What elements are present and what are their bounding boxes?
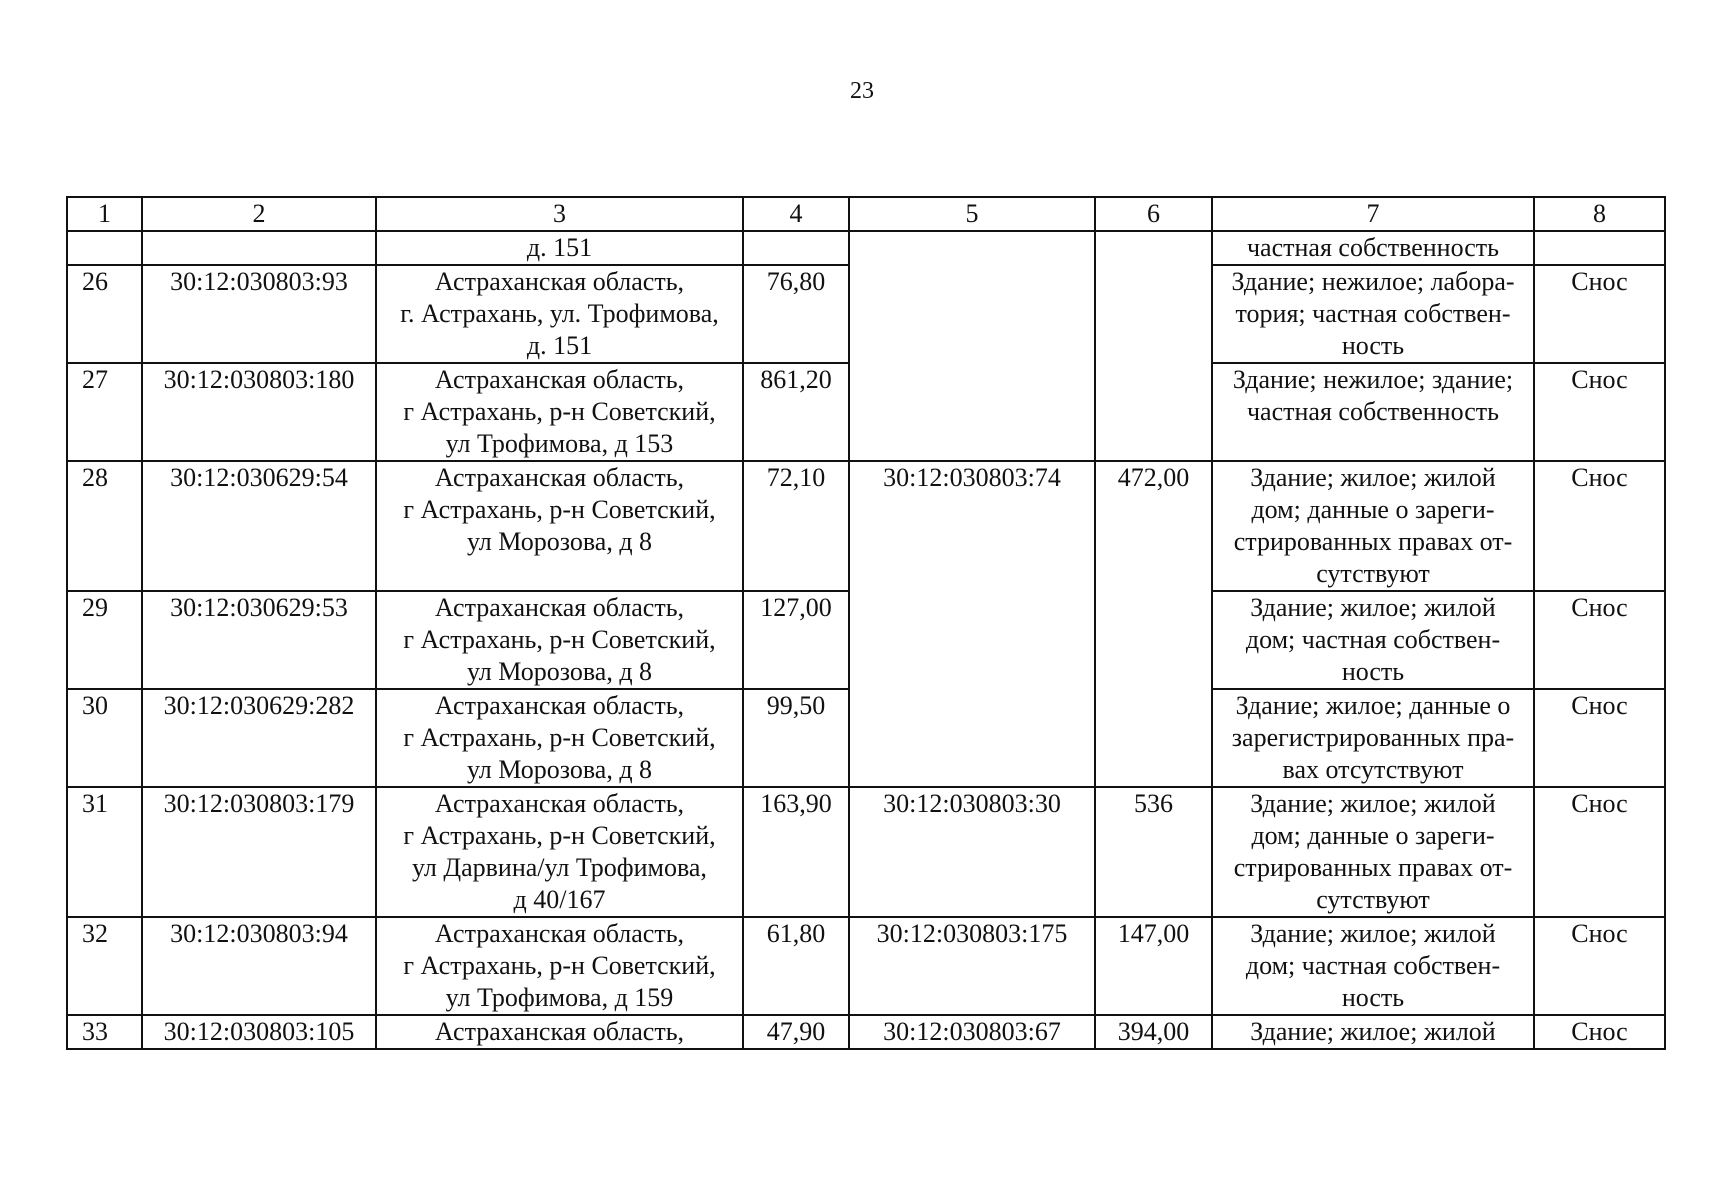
table-header	[67, 197, 1665, 231]
cell-address	[376, 363, 743, 461]
address-line: г. Астрахань, ул. Трофимова,	[400, 299, 719, 328]
cell-area: 72,10	[743, 461, 849, 591]
description-line: зарегистрированных пра-	[1231, 723, 1515, 752]
address-line: г Астрахань, р-н Советский,	[403, 495, 716, 524]
column-header: 5	[849, 197, 1095, 231]
description-line: Здание; жилое; данные о	[1235, 691, 1511, 720]
cell-action: Снос	[1534, 591, 1665, 689]
column-header: 6	[1095, 197, 1212, 231]
cell-action: Снос	[1534, 461, 1665, 591]
description-line: сутствуют	[1316, 559, 1430, 588]
page-number: 23	[850, 78, 874, 104]
cell-land-area: 472,00	[1095, 461, 1212, 787]
cell-land-area: 147,00	[1095, 917, 1212, 1015]
cell-description	[1212, 787, 1534, 917]
cell-area: 47,90	[743, 1015, 849, 1049]
cell-address	[376, 591, 743, 689]
address-line: Астраханская область,	[434, 463, 685, 492]
cell-number: 33	[67, 1015, 142, 1049]
cell-cadastral: 30:12:030803:180	[142, 363, 376, 461]
cell-cadastral: 30:12:030803:179	[142, 787, 376, 917]
cell-description	[1212, 461, 1534, 591]
cell-number: 26	[67, 265, 142, 363]
cell-action: Снос	[1534, 917, 1665, 1015]
address-line: ул Дарвина/ул Трофимова,	[412, 853, 707, 882]
cell-description	[1212, 265, 1534, 363]
cell-description: частная собственность	[1212, 231, 1534, 265]
description-line: дом; данные о зареги-	[1251, 821, 1495, 850]
cell-action: Снос	[1534, 363, 1665, 461]
property-table	[66, 196, 1666, 1050]
description-line: Здание; жилое; жилой	[1250, 463, 1496, 492]
column-header: 8	[1534, 197, 1665, 231]
table-row	[67, 1015, 1665, 1049]
cell-description	[1212, 363, 1534, 461]
address-line: ул Трофимова, д 159	[445, 983, 674, 1012]
description-line: ность	[1341, 657, 1405, 686]
column-header: 2	[142, 197, 376, 231]
address-line: д. 151	[526, 331, 593, 360]
cell-number: 32	[67, 917, 142, 1015]
cell-area: 127,00	[743, 591, 849, 689]
cell-cadastral: 30:12:030803:105	[142, 1015, 376, 1049]
address-line: ул Морозова, д 8	[466, 657, 653, 686]
cell-cadastral: 30:12:030629:282	[142, 689, 376, 787]
cell-area: 861,20	[743, 363, 849, 461]
column-header: 7	[1212, 197, 1534, 231]
description-line: Здание; жилое; жилой	[1250, 1017, 1496, 1046]
cell-address	[376, 689, 743, 787]
cell-action: Снос	[1534, 689, 1665, 787]
address-line: Астраханская область,	[434, 789, 685, 818]
cell-land-area: 394,00	[1095, 1015, 1212, 1049]
description-line: сутствуют	[1316, 885, 1430, 914]
table-row	[67, 787, 1665, 917]
address-line: г Астрахань, р-н Советский,	[403, 625, 716, 654]
cell-cadastral: 30:12:030803:94	[142, 917, 376, 1015]
cell-area: 99,50	[743, 689, 849, 787]
cell-land-cadastral: 30:12:030803:67	[849, 1015, 1095, 1049]
cell-land-cadastral: 30:12:030803:74	[849, 461, 1095, 787]
cell-land-cadastral	[849, 231, 1095, 461]
cell-action: Снос	[1534, 787, 1665, 917]
description-line: дом; данные о зареги-	[1251, 495, 1495, 524]
column-header: 1	[67, 197, 142, 231]
cell-number: 31	[67, 787, 142, 917]
description-line: Здание; нежилое; здание;	[1232, 365, 1514, 394]
cell-action: Снос	[1534, 265, 1665, 363]
address-line: г Астрахань, р-н Советский,	[403, 951, 716, 980]
cell-address	[376, 787, 743, 917]
description-line: стрированных правах от-	[1233, 853, 1513, 882]
cell-description	[1212, 591, 1534, 689]
table-row	[67, 917, 1665, 1015]
cell-address: д. 151	[376, 231, 743, 265]
address-line: ул Трофимова, д 153	[445, 429, 674, 458]
address-line: г Астрахань, р-н Советский,	[403, 821, 716, 850]
description-line: Здание; жилое; жилой	[1250, 593, 1496, 622]
address-line: ул Морозова, д 8	[466, 755, 653, 784]
address-line: Астраханская область,	[434, 365, 685, 394]
cell-description	[1212, 1015, 1534, 1049]
cell-action: Снос	[1534, 1015, 1665, 1049]
cell-number: 30	[67, 689, 142, 787]
cell-address	[376, 917, 743, 1015]
address-line: д 40/167	[513, 885, 606, 914]
cell-land-cadastral: 30:12:030803:30	[849, 787, 1095, 917]
cell-area: 61,80	[743, 917, 849, 1015]
cell-action	[1534, 231, 1665, 265]
address-line: Астраханская область,	[434, 267, 685, 296]
description-line: ность	[1341, 983, 1405, 1012]
description-line: Здание; нежилое; лабора-	[1231, 267, 1515, 296]
cell-cadastral: 30:12:030803:93	[142, 265, 376, 363]
address-line: Астраханская область,	[434, 691, 685, 720]
cell-address	[376, 265, 743, 363]
table-row	[67, 461, 1665, 591]
description-line: дом; частная собствен-	[1245, 625, 1501, 654]
cell-description	[1212, 689, 1534, 787]
table-row-continuation	[67, 231, 1665, 265]
cell-cadastral	[142, 231, 376, 265]
description-line: Здание; жилое; жилой	[1250, 789, 1496, 818]
address-line: Астраханская область,	[434, 593, 685, 622]
column-header: 4	[743, 197, 849, 231]
cell-cadastral: 30:12:030629:54	[142, 461, 376, 591]
cell-address	[376, 461, 743, 591]
cell-number: 27	[67, 363, 142, 461]
cell-number: 28	[67, 461, 142, 591]
description-line: стрированных правах от-	[1233, 527, 1513, 556]
description-line: дом; частная собствен-	[1245, 951, 1501, 980]
address-line: ул Морозова, д 8	[466, 527, 653, 556]
address-line: г Астрахань, р-н Советский,	[403, 723, 716, 752]
address-line: Астраханская область,	[434, 919, 685, 948]
cell-cadastral: 30:12:030629:53	[142, 591, 376, 689]
description-line: тория; частная собствен-	[1235, 299, 1511, 328]
cell-land-cadastral: 30:12:030803:175	[849, 917, 1095, 1015]
cell-area: 76,80	[743, 265, 849, 363]
address-line: г Астрахань, р-н Советский,	[403, 397, 716, 426]
cell-land-area: 536	[1095, 787, 1212, 917]
cell-number	[67, 231, 142, 265]
description-line: частная собственность	[1246, 397, 1499, 426]
cell-area: 163,90	[743, 787, 849, 917]
description-line: Здание; жилое; жилой	[1250, 919, 1496, 948]
description-line: ность	[1341, 331, 1405, 360]
cell-description	[1212, 917, 1534, 1015]
description-line: вах отсутствуют	[1282, 755, 1464, 784]
column-header: 3	[376, 197, 743, 231]
address-line: Астраханская область,	[434, 1017, 685, 1046]
cell-address	[376, 1015, 743, 1049]
cell-number: 29	[67, 591, 142, 689]
cell-land-area	[1095, 231, 1212, 461]
cell-area	[743, 231, 849, 265]
